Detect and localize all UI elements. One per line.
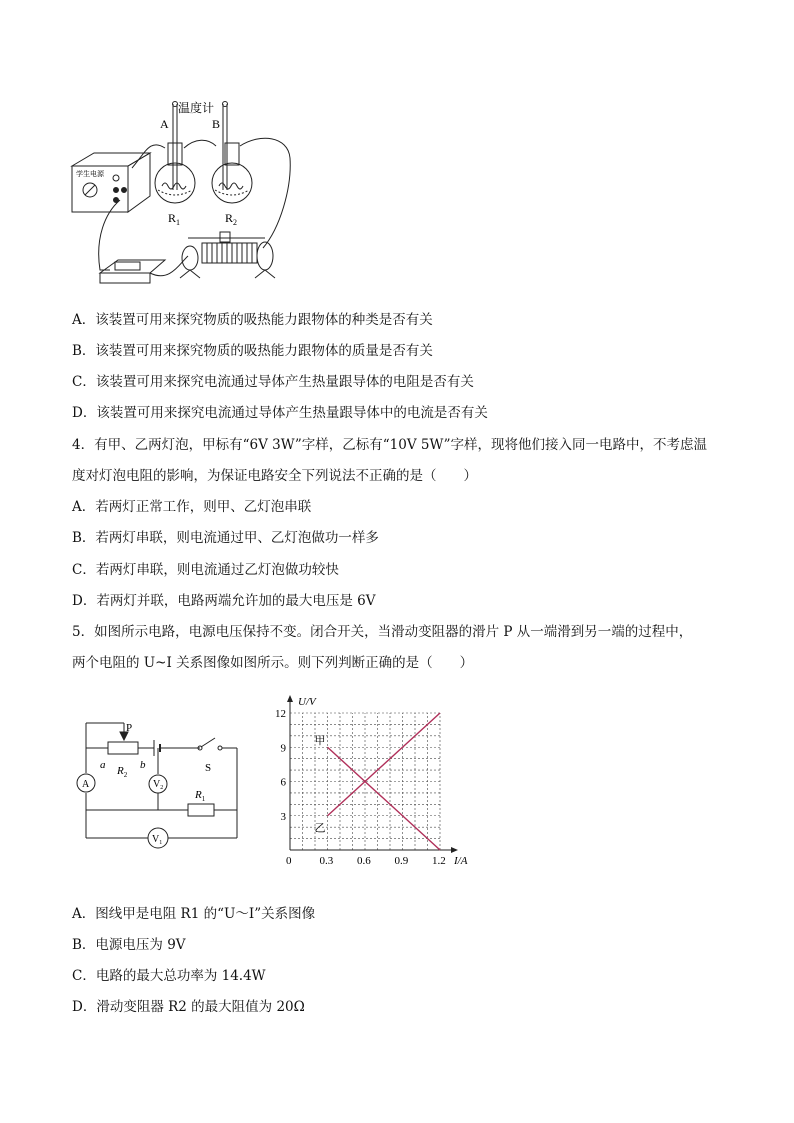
- circuit-diagram: [72, 718, 247, 858]
- q5-option-a: A．图线甲是电阻 R1 的“U～I”关系图像: [72, 906, 316, 922]
- q4-option-d: D．若两灯并联，电路两端允许加的最大电压是 6V: [72, 593, 376, 609]
- q4-option-b: B．若两灯串联，则电流通过甲、乙灯泡做功一样多: [72, 530, 379, 546]
- power-supply-label: 学生电源: [76, 170, 104, 178]
- switch-s-icon: [201, 738, 215, 747]
- x-tick-label: 0.9: [394, 855, 409, 867]
- x-tick-label: 0.3: [319, 855, 334, 867]
- q4-option-c: C．若两灯串联，则电流通过乙灯泡做功较快: [72, 562, 339, 578]
- x-axis-arrow-icon: [451, 847, 458, 853]
- x-tick-label: 1.2: [432, 855, 446, 867]
- flask-r1-icon: [155, 163, 195, 203]
- q5-option-c: C．电路的最大总功率为 14.4W: [72, 968, 266, 984]
- slider-p-label: P: [126, 722, 133, 734]
- series-label-jia: 甲: [314, 734, 326, 747]
- ui-relationship-chart: [270, 678, 490, 868]
- voltmeter-v2-label: $V_2$: [153, 779, 164, 791]
- rheostat-r2-icon: [108, 742, 138, 754]
- y-tick-label: 6: [280, 776, 286, 789]
- label-a: A: [160, 117, 169, 131]
- terminal-a-label: a: [100, 759, 106, 771]
- q3-option-d: D．该装置可用来探究电流通过导体产生热量跟导体中的电流是否有关: [72, 405, 488, 421]
- label-r1: $R_1$: [168, 211, 181, 227]
- q4-option-a: A．若两灯正常工作，则甲、乙灯泡串联: [72, 499, 312, 515]
- q3-option-b: B．该装置可用来探究物质的吸热能力跟物体的质量是否有关: [72, 343, 433, 359]
- series-line-yi: [328, 713, 441, 816]
- resistor-r1-label: $R_1$: [195, 789, 206, 803]
- x-axis-label: I/A: [454, 855, 468, 867]
- flask-r2-icon: [212, 163, 252, 203]
- thermometer-label: 温度计: [178, 101, 215, 115]
- y-tick-label: 9: [280, 742, 286, 755]
- power-supply-side: [128, 153, 150, 212]
- q3-option-a: A．该装置可用来探究物质的吸热能力跟物体的种类是否有关: [72, 312, 433, 328]
- q5-option-d: D．滑动变阻器 R2 的最大阻值为 20Ω: [72, 999, 305, 1015]
- y-tick-label: 12: [275, 708, 286, 720]
- rheostat-r2-label: $R_2$: [117, 765, 128, 779]
- voltmeter-v1-label: $V_1$: [152, 834, 163, 846]
- label-b: B: [212, 117, 221, 131]
- joule-heating-apparatus-figure: [70, 98, 310, 293]
- x-tick-label: 0: [286, 855, 292, 867]
- series-line-jia: [328, 747, 441, 850]
- terminal-b-label: b: [140, 759, 146, 771]
- label-r2: $R_2$: [225, 211, 238, 227]
- switch-s-label: S: [205, 762, 212, 774]
- y-tick-label: 3: [280, 810, 286, 823]
- q5-option-b: B．电源电压为 9V: [72, 937, 186, 953]
- rheostat-icon: [180, 232, 275, 278]
- series-label-yi: 乙: [314, 822, 326, 835]
- q3-option-c: C．该装置可用来探究电流通过导体产生热量跟导体的电阻是否有关: [72, 374, 474, 390]
- resistor-r1-icon: [188, 804, 214, 816]
- q4-stem-line2: 度对灯泡电阻的影响，为保证电路安全下列说法不正确的是（ ）: [72, 468, 477, 484]
- x-tick-label: 0.6: [357, 855, 371, 867]
- y-axis-arrow-icon: [287, 695, 293, 702]
- q5-stem-line2: 两个电阻的 U~I 关系图像如图所示。则下列判断正确的是（ ）: [72, 655, 474, 671]
- q4-stem-line1: 4．有甲、乙两灯泡，甲标有“6V 3W”字样，乙标有“10V 5W”字样，现将他们接入同一电路中，不考虑温: [72, 437, 707, 453]
- y-axis-label: U/V: [298, 696, 316, 708]
- q5-stem-line1: 5．如图所示电路，电源电压保持不变。闭合开关，当滑动变阻器的滑片 P 从一端滑到另一端的过程中，: [72, 624, 693, 640]
- ammeter-label: A: [82, 779, 90, 790]
